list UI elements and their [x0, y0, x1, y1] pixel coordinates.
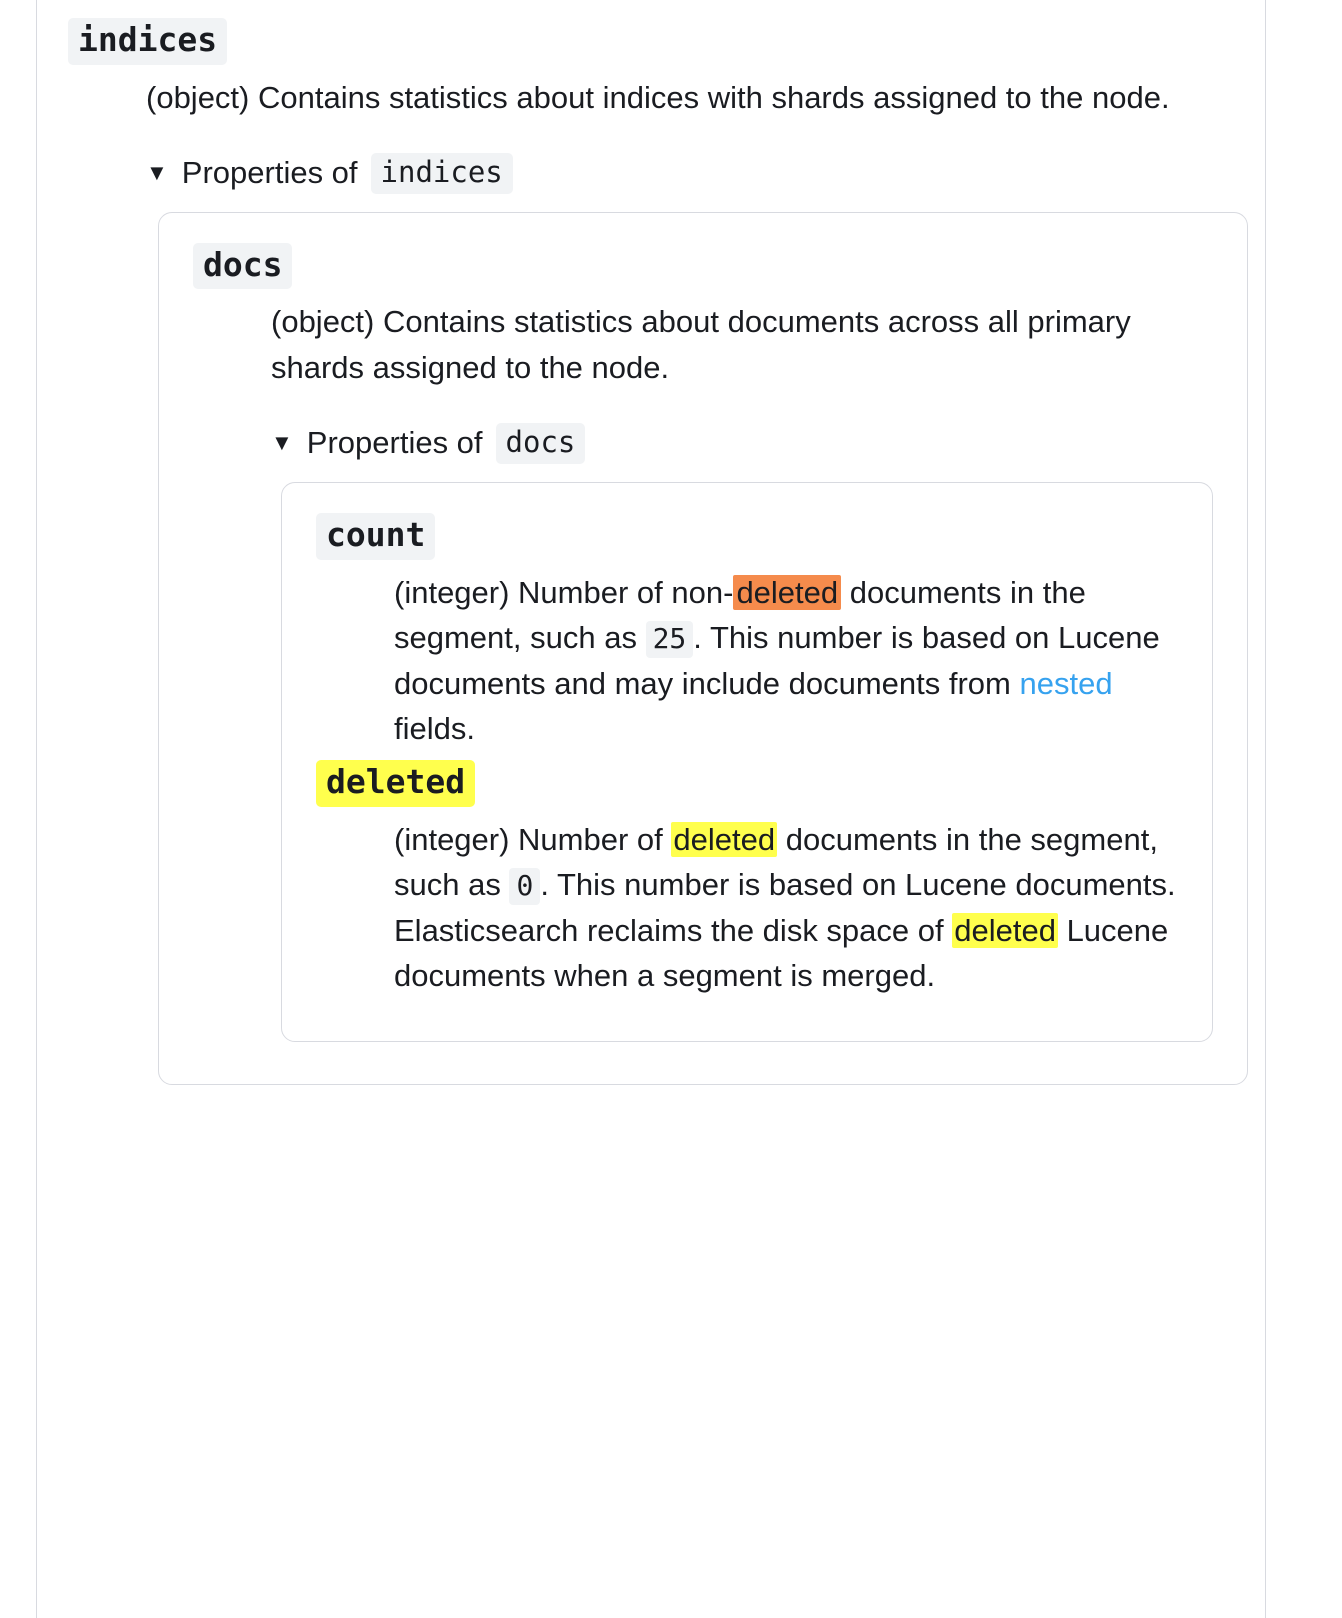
- property-description-deleted: [394, 817, 1178, 999]
- deleted-desc-part1: (integer) Number of: [394, 821, 672, 857]
- property-term-count: count: [316, 513, 435, 560]
- property-term-deleted: deleted: [316, 760, 475, 807]
- api-reference-body: [68, 18, 1248, 1085]
- count-desc-highlight: deleted: [733, 575, 841, 610]
- count-desc-part2: documents in the segment, such as: [394, 574, 1086, 656]
- deleted-desc-part3: . This number is based on Lucene documents. Elasticsearch reclaims the disk space of: [394, 867, 1176, 948]
- property-entry-count: [316, 513, 1178, 752]
- properties-toggle-docs[interactable]: [271, 423, 1213, 464]
- property-entry-deleted: [316, 760, 1178, 999]
- property-description-indices: (object) Contains statistics about indices with shards assigned to the node.: [146, 79, 1170, 115]
- properties-toggle-chip: docs: [496, 423, 586, 464]
- deleted-example-value: 0: [509, 868, 540, 905]
- property-term-docs: docs: [193, 243, 292, 290]
- chevron-down-icon: ▼: [271, 430, 293, 456]
- page-right-rule: [1265, 0, 1266, 1618]
- count-example-value: 25: [646, 621, 694, 658]
- properties-panel-docs: [281, 482, 1213, 1042]
- properties-toggle-chip: indices: [371, 153, 513, 194]
- deleted-desc-highlight-2: deleted: [954, 912, 1056, 948]
- chevron-down-icon: ▼: [146, 160, 168, 185]
- property-description-count: [394, 570, 1178, 752]
- property-term-indices: indices: [68, 18, 227, 65]
- page-left-rule: [36, 0, 37, 1618]
- count-desc-part1: (integer) Number of non-: [394, 574, 734, 610]
- properties-toggle-label: Properties of: [181, 155, 358, 190]
- deleted-desc-part2: documents in the segment, such as: [394, 821, 1158, 903]
- property-description-docs: (object) Contains statistics about documents across all primary shards assigned to the node.: [271, 304, 1131, 385]
- count-desc-part3: . This number is based on Lucene documents and may include documents from: [394, 620, 1160, 701]
- deleted-desc-highlight-1: deleted: [673, 821, 776, 857]
- property-entry-indices: [68, 18, 1248, 1085]
- deleted-desc-part4: Lucene documents when a segment is merged.: [394, 912, 1169, 994]
- property-entry-docs: [193, 243, 1213, 1042]
- properties-panel-indices: [158, 212, 1248, 1085]
- count-desc-part4: fields.: [394, 711, 475, 747]
- properties-toggle-indices[interactable]: [146, 153, 1248, 194]
- properties-toggle-label: Properties of: [306, 425, 483, 461]
- nested-fields-link[interactable]: nested: [1019, 665, 1113, 701]
